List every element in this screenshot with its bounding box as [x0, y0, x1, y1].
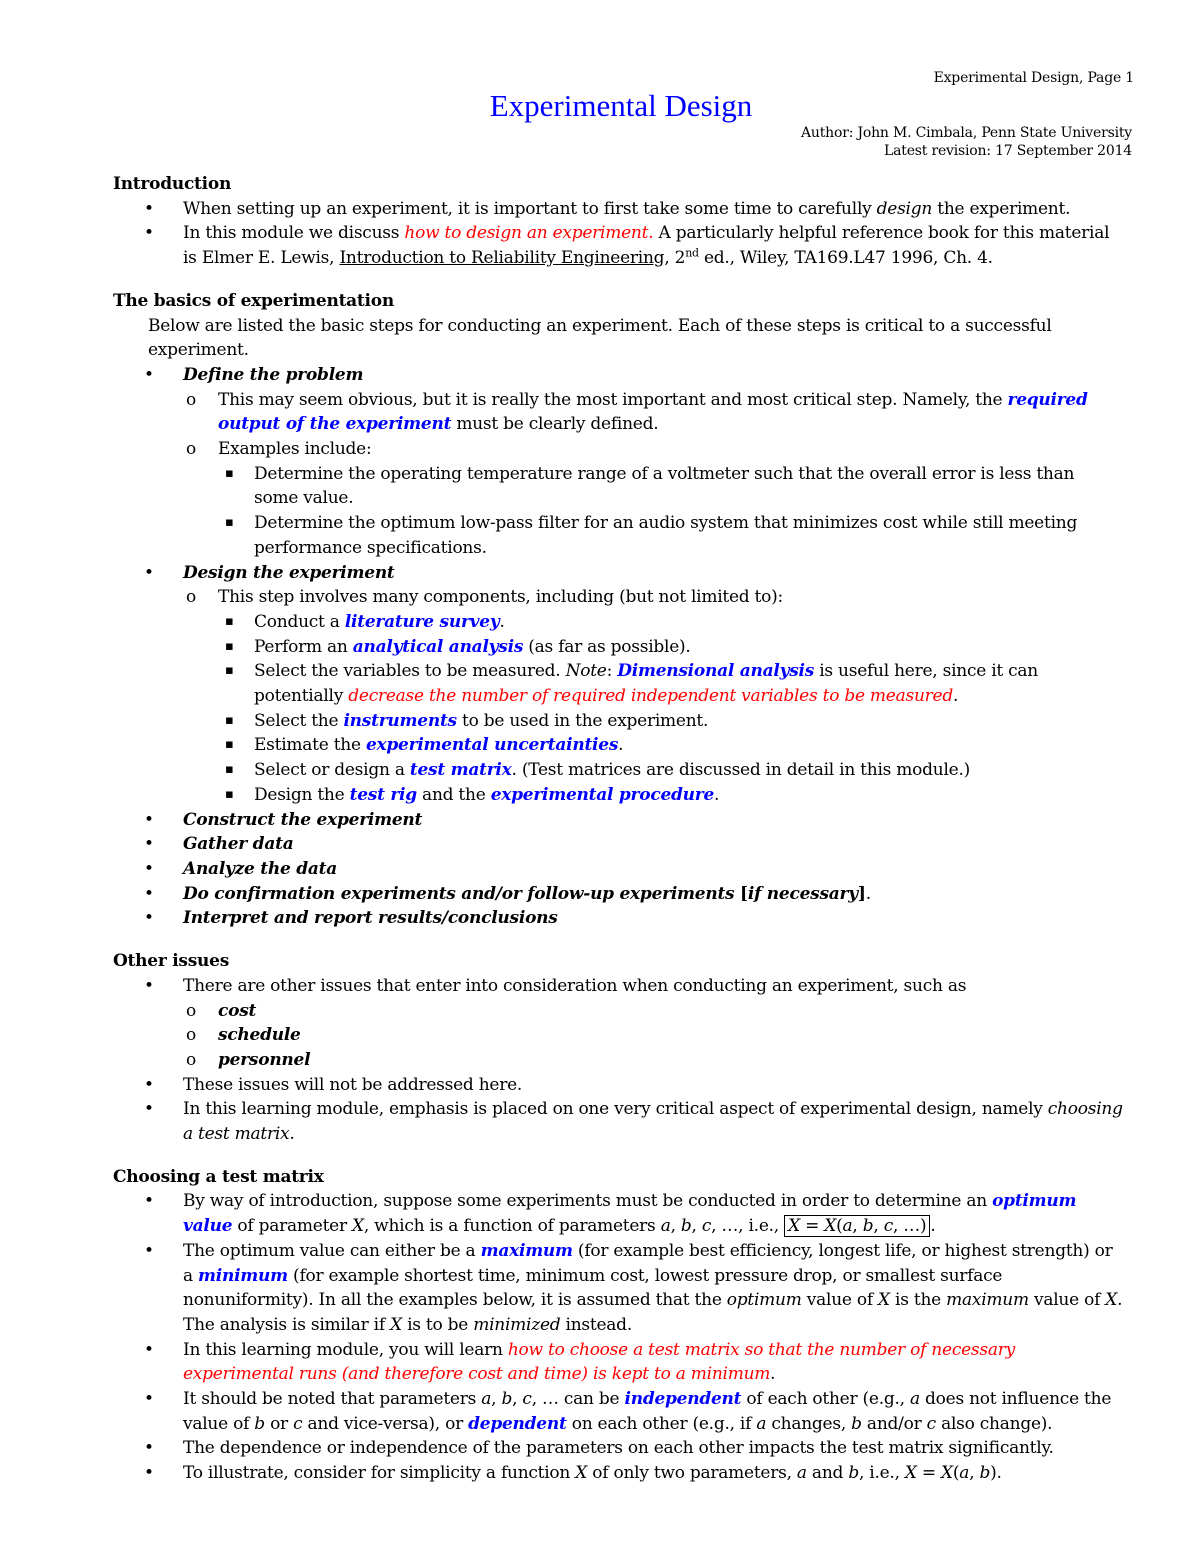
list-item: • In this module we discuss how to design an experiment. A particularly helpful reference book for this material is Elmer E. Lewis, Introduction to Reliability Engineering, 2nd ed., Wiley, TA169.L47 1996, Ch. 4. [144, 223, 1110, 269]
section-heading-introduction: Introduction [113, 174, 232, 194]
square-bullet-icon: ▪ [225, 613, 234, 629]
book-title: Introduction to Reliability Engineering [339, 248, 665, 269]
bullet-icon: • [144, 364, 154, 385]
list-item: • In this learning module, you will learn how to choose a test matrix so that the number of necessary experimental runs (and therefore cost and time) is kept to a minimum. [144, 1339, 1015, 1385]
other-issues-list [113, 974, 1123, 1147]
list-item: ▪ Estimate the experimental uncertainties. [254, 733, 1123, 758]
list-item: ▪ Select the instruments to be used in the experiment. [254, 709, 1123, 734]
list-item: ▪ Determine the operating temperature range of a voltmeter such that the overall error is less than some value. [225, 463, 1075, 509]
bullet-icon: • [144, 1191, 154, 1212]
basics-paragraph: Below are listed the basic steps for conducting an experiment. Each of these steps is critical to a successful experiment. [148, 315, 1052, 361]
list-item: • Construct the experiment [183, 808, 1123, 833]
bullet-icon: • [144, 1438, 154, 1459]
bullet-icon: • [144, 975, 154, 996]
square-bullet-icon: ▪ [225, 465, 234, 481]
list-item: • Analyze the data [183, 857, 1123, 882]
author-block [801, 124, 1132, 160]
list-item: • These issues will not be addressed here. [183, 1073, 1123, 1098]
list-item: • When setting up an experiment, it is important to first take some time to carefully design the experiment. [183, 197, 1123, 222]
bullet-icon: • [144, 858, 154, 879]
list-item: ▪ Select or design a test matrix. (Test matrices are discussed in detail in this module.) [254, 758, 1123, 783]
list-item: • The dependence or independence of the parameters on each other impacts the test matrix significantly. [183, 1436, 1123, 1461]
bullet-icon: • [144, 1099, 154, 1120]
bullet-icon: • [144, 562, 154, 583]
list-item: ▪ Conduct a literature survey. [254, 610, 1123, 635]
list-item: o Examples include: ▪ Determine the operating temperature range of a voltmeter such that the overall error is less than some value. ▪ Determine the optimum low-pass filter for an audio system that minimizes cost while still meeting performance specifications. [218, 437, 1123, 561]
section-heading-other-issues: Other issues [113, 951, 230, 972]
list-item: o This may seem obvious, but it is really the most important and most critical step. Namely, the required output of the experiment must be clearly defined. [186, 389, 1088, 435]
boxed-equation: X = X(a, b, c, …) [784, 1215, 930, 1237]
square-bullet-icon: ▪ [225, 515, 234, 531]
test-matrix-list [113, 1189, 1123, 1485]
circle-bullet-icon: o [186, 1000, 196, 1021]
document-body [113, 172, 1123, 1486]
list-item: • Gather data [183, 832, 1123, 857]
list-item: o This step involves many components, including (but not limited to): ▪ Conduct a literature survey. ▪ Perform an analytical analysis (as far as possible). ▪ Select the variables to be measured. Note: Dimensional analysis is useful here, since it can potentially decrease the number of required independent variables to be measured. ▪ Select the instruments to be used in the experiment. ▪ Estimate the experimental uncertainties. ▪ Select or design a test matrix. (Test matrices are discussed in detail in this module.) ▪ Design the test rig and the experimental procedure. [218, 585, 1123, 807]
list-item: • The optimum value can either be a maximum (for example best efficiency, longest life, or highest strength) or a minimum (for example shortest time, minimum cost, lowest pressure drop, or smallest surface nonuniformity). In all the examples below, it is assumed that the optimum value of X is the maximum value of X. The analysis is similar if X is to be minimized instead. [144, 1240, 1123, 1335]
square-bullet-icon: ▪ [225, 786, 234, 802]
circle-bullet-icon: o [186, 1049, 196, 1070]
list-item: ▪ Select the variables to be measured. Note: Dimensional analysis is useful here, since it can potentially decrease the number of required independent variables to be measured. [225, 661, 1038, 707]
basics-list [113, 363, 1123, 931]
square-bullet-icon: ▪ [225, 712, 234, 728]
bullet-icon: • [144, 1463, 154, 1484]
circle-bullet-icon: o [186, 439, 196, 460]
list-item: • Interpret and report results/conclusions [183, 906, 1123, 931]
list-item: • In this learning module, emphasis is placed on one very critical aspect of experimental design, namely choosing a test matrix. [144, 1099, 1123, 1145]
list-item: ▪ Determine the optimum low-pass filter for an audio system that minimizes cost while still meeting performance specifications. [225, 513, 1078, 558]
list-item: • Design the experiment o This step involves many components, including (but not limited to): ▪ Conduct a literature survey. ▪ Perform an analytical analysis (as far as possible). ▪ Select the variables to be measured. Note: Dimensional analysis is useful here, since it can potentially decrease the number of required independent variables to be measured. ▪ Select the instruments to be used in the experiment. ▪ Estimate the experimental uncertainties. ▪ Select or design a test matrix. (Test matrices are discussed in detail in this module.) ▪ Design the test rig and the experimental procedure. [183, 561, 1123, 808]
circle-bullet-icon: o [186, 1025, 196, 1046]
bullet-icon: • [144, 883, 154, 904]
section-heading-test-matrix: Choosing a test matrix [113, 1166, 324, 1187]
list-item: • It should be noted that parameters a, b, c, … can be independent of each other (e.g., a does not influence the value of b or c and vice-versa), or dependent on each other (e.g., if a changes, b and/or c also change). [144, 1389, 1112, 1434]
bullet-icon: • [144, 1074, 154, 1095]
bullet-icon: • [144, 809, 154, 830]
revision-line: Latest revision: 17 September 2014 [884, 143, 1132, 159]
square-bullet-icon: ▪ [225, 762, 234, 778]
bullet-icon: • [144, 223, 154, 244]
introduction-list [113, 197, 1123, 271]
list-item: • By way of introduction, suppose some experiments must be conducted in order to determine an optimum value of parameter X, which is a function of parameters a, b, c, …, i.e., X = X(a, b, c, …) . [144, 1191, 1077, 1237]
list-item: ▪ Design the test rig and the experimental procedure. [254, 783, 1123, 808]
list-item: o schedule [218, 1023, 1123, 1048]
list-item: • Define the problem o This may seem obvious, but it is really the most important and most critical step. Namely, the required output of the experiment must be clearly defined. o Examples include: ▪ Determine the operating temperature range of a voltmeter such that the overall error is less than some value. ▪ Determine the optimum low-pass filter for an audio system that minimizes cost while still meeting performance specifications. [183, 363, 1123, 561]
bullet-icon: • [144, 1389, 154, 1410]
square-bullet-icon: ▪ [225, 663, 234, 679]
square-bullet-icon: ▪ [225, 638, 234, 654]
author-line: Author: John M. Cimbala, Penn State University [801, 125, 1132, 141]
section-heading-basics: The basics of experimentation [113, 290, 394, 311]
bullet-icon: • [144, 1339, 154, 1360]
list-item: • Do confirmation experiments and/or follow-up experiments [if necessary]. [183, 882, 1123, 907]
square-bullet-icon: ▪ [225, 737, 234, 753]
bullet-icon: • [144, 198, 154, 219]
list-item: • To illustrate, consider for simplicity a function X of only two parameters, a and b, i.e., X = X(a, b). [183, 1461, 1123, 1486]
document-title: Experimental Design [489, 88, 753, 123]
list-item: • There are other issues that enter into consideration when conducting an experiment, such as o cost o schedule o personnel [183, 974, 1123, 1073]
list-item: o cost [218, 999, 1123, 1024]
list-item: ▪ Perform an analytical analysis (as far as possible). [254, 635, 1123, 660]
list-item: o personnel [218, 1048, 1123, 1073]
page-header-label: Experimental Design, Page 1 [933, 70, 1134, 86]
circle-bullet-icon: o [186, 587, 196, 608]
circle-bullet-icon: o [186, 389, 196, 410]
bullet-icon: • [144, 834, 154, 855]
bullet-icon: • [144, 1240, 154, 1261]
bullet-icon: • [144, 908, 154, 929]
